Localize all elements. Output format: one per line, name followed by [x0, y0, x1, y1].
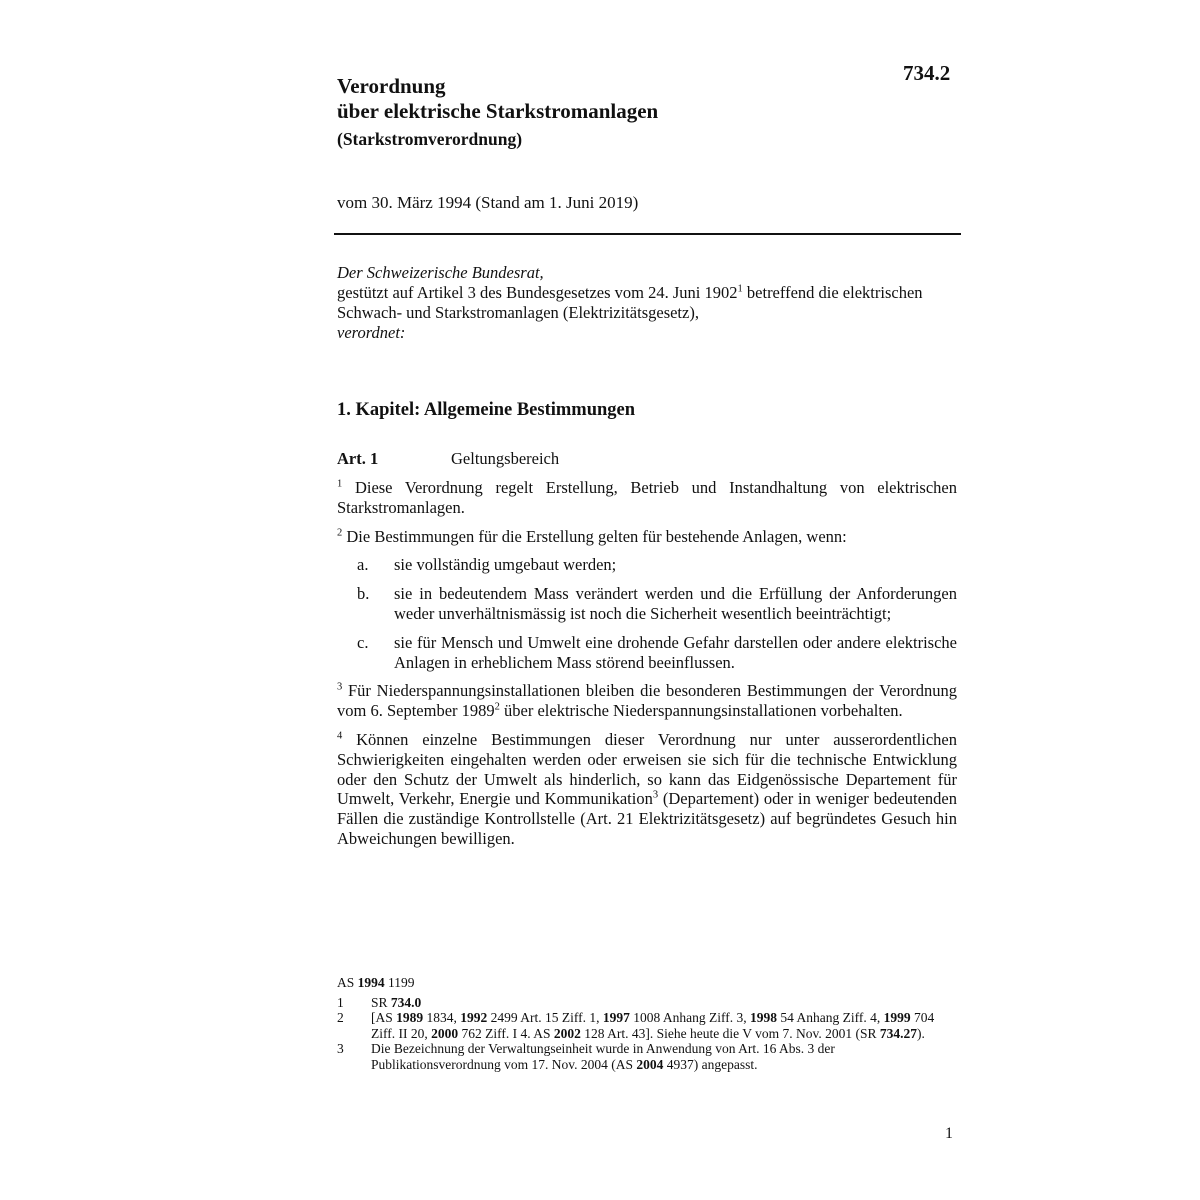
- footnotes: [337, 975, 957, 1072]
- page-number: 1: [945, 1125, 953, 1142]
- preamble-basis: [337, 283, 957, 323]
- list-item-c: [337, 633, 957, 673]
- sr-number: 734.2: [903, 61, 951, 85]
- footnote-ref-3[interactable]: 3: [652, 789, 659, 801]
- list-letter: a.: [357, 555, 369, 575]
- fn-bold-ref: 1997: [602, 1010, 630, 1025]
- paragraph-text-cont: (Departement) oder in weniger bedeutenden Fällen die zuständige Kontrollstelle (Art. 21 Elektrizitätsgesetz) auf begründetes Gesuch hin Abweichungen bewilligen.: [337, 789, 957, 848]
- paragraph-number: 1: [337, 478, 343, 490]
- fn-bold-ref: 734.0: [390, 994, 422, 1010]
- list-item-b: [337, 584, 957, 624]
- footnote-text: [371, 1010, 957, 1041]
- fn-bold-ref: 2000: [431, 1025, 459, 1041]
- fn-text-part: 1834,: [423, 1010, 461, 1025]
- document-short-title: (Starkstromverordnung): [337, 129, 523, 149]
- footnote-number: 1: [337, 994, 344, 1010]
- fn-text-part: SR: [371, 994, 391, 1010]
- paragraph-4: [337, 730, 957, 849]
- paragraph-text-cont: über elektrische Niederspannungsinstallationen vorbehalten.: [499, 701, 903, 721]
- list-text: sie vollständig umgebaut werden;: [394, 555, 617, 575]
- as-year: 1994: [357, 975, 385, 990]
- article-heading: [337, 448, 559, 470]
- paragraph-text: Die Bestimmungen für die Erstellung gelten für bestehende Anlagen, wenn:: [342, 526, 847, 546]
- list-item-a: [337, 555, 957, 575]
- preamble-basis-text-cont: betreffend die elektrischen Schwach- und Starkstromanlagen (Elektrizitätsgesetz),: [337, 283, 923, 322]
- fn-text-part: 1008 Anhang Ziff. 3,: [629, 1010, 751, 1025]
- footnote-2: [337, 1010, 957, 1041]
- as-page: 1199: [384, 975, 415, 990]
- fn-text-part: Die Bezeichnung der Verwaltungseinheit wurde in Anwendung von Art. 16 Abs. 3 der Publikationsverordnung vom 17. Nov. 2004 (AS: [371, 1041, 835, 1072]
- fn-text-part: 704 Ziff. II 20,: [371, 1010, 935, 1041]
- preamble-authority: Der Schweizerische Bundesrat,: [337, 263, 544, 282]
- chapter-heading: 1. Kapitel: Allgemeine Bestimmungen: [337, 400, 636, 420]
- fn-bold-ref: 2004: [636, 1056, 664, 1072]
- fn-text-part: 54 Anhang Ziff. 4,: [777, 1010, 884, 1025]
- paragraph-2: [337, 527, 957, 547]
- fn-text-part: 4937) angepasst.: [663, 1056, 758, 1072]
- footnote-number: 2: [337, 1010, 344, 1025]
- list-text: sie für Mensch und Umwelt eine drohende Gefahr darstellen oder andere elektrische Anlagen in erheblichem Mass störend beeinflussen.: [394, 632, 957, 672]
- title-block: [337, 74, 957, 150]
- paragraph-text: Diese Verordnung regelt Erstellung, Betrieb und Instandhaltung von elektrischen Starkstromanlagen.: [337, 478, 957, 517]
- fn-text-part: 762 Ziff. I 4. AS: [458, 1025, 554, 1041]
- article-title: Geltungsbereich: [451, 449, 560, 468]
- preamble: [337, 263, 957, 343]
- as-prefix: AS: [337, 975, 358, 990]
- fn-bold-ref: 1992: [460, 1010, 488, 1025]
- list-text: sie in bedeutendem Mass verändert werden und die Erfüllung der Anforderungen weder unverhältnismässig ist noch die Sicherheit wesentlich beeinträchtigt;: [394, 584, 957, 623]
- fn-bold-ref: 1999: [883, 1010, 911, 1025]
- fn-text-part: 2499 Art. 15 Ziff. 1,: [487, 1010, 603, 1025]
- document-date: vom 30. März 1994 (Stand am 1. Juni 2019): [337, 193, 639, 212]
- footnote-3: [337, 1041, 957, 1072]
- fn-bold-ref: 734.27: [879, 1025, 917, 1041]
- fn-bold-ref: 1998: [750, 1010, 778, 1025]
- footnote-1: [337, 995, 957, 1011]
- footnote-ref-2[interactable]: 2: [494, 701, 500, 713]
- document-title-line2: über elektrische Starkstromanlagen: [337, 99, 659, 123]
- paragraph-number: 2: [337, 527, 343, 539]
- paragraph-text: Für Niederspannungsinstallationen bleiben die besonderen Bestimmungen der Verordnung vom 6. September 1989: [337, 681, 957, 721]
- title-divider: [334, 233, 961, 235]
- preamble-basis-text: gestützt auf Artikel 3 des Bundesgesetzes vom 24. Juni 1902: [337, 283, 738, 302]
- paragraph-text: Können einzelne Bestimmungen dieser Verordnung nur unter ausserordentlichen Schwierigkeiten eingehalten werden oder erweisen sie sich für die technische Entwicklung oder den Schutz der Umwelt als hinderlich, so kann das Eidgenössische Departement für Umwelt, Verkehr, Energie und Kommunikation: [337, 729, 957, 809]
- paragraph-number: 4: [337, 730, 343, 742]
- fn-text-part: 128 Art. 43]. Siehe heute die V vom 7. Nov. 2001 (SR: [580, 1025, 880, 1041]
- footnote-text: [371, 995, 957, 1011]
- fn-text-part: ).: [917, 1025, 925, 1041]
- fn-bold-ref: 1989: [396, 1010, 424, 1025]
- paragraph-3: [337, 681, 957, 721]
- fn-bold-ref: 2002: [553, 1025, 581, 1041]
- footnote-number: 3: [337, 1041, 344, 1056]
- list-letter: c.: [357, 632, 369, 652]
- preamble-decree: verordnet:: [337, 323, 406, 342]
- article-number: Art. 1: [337, 449, 379, 468]
- official-collection-ref: [337, 975, 957, 991]
- paragraph-number: 3: [337, 681, 343, 693]
- list-letter: b.: [357, 584, 370, 604]
- document-title-line1: Verordnung: [337, 74, 446, 98]
- paragraph-1: [337, 478, 957, 518]
- article-body: [337, 478, 957, 858]
- footnote-ref-1[interactable]: 1: [737, 283, 743, 295]
- fn-text-part: [AS: [371, 1010, 397, 1025]
- footnote-text: [371, 1041, 957, 1072]
